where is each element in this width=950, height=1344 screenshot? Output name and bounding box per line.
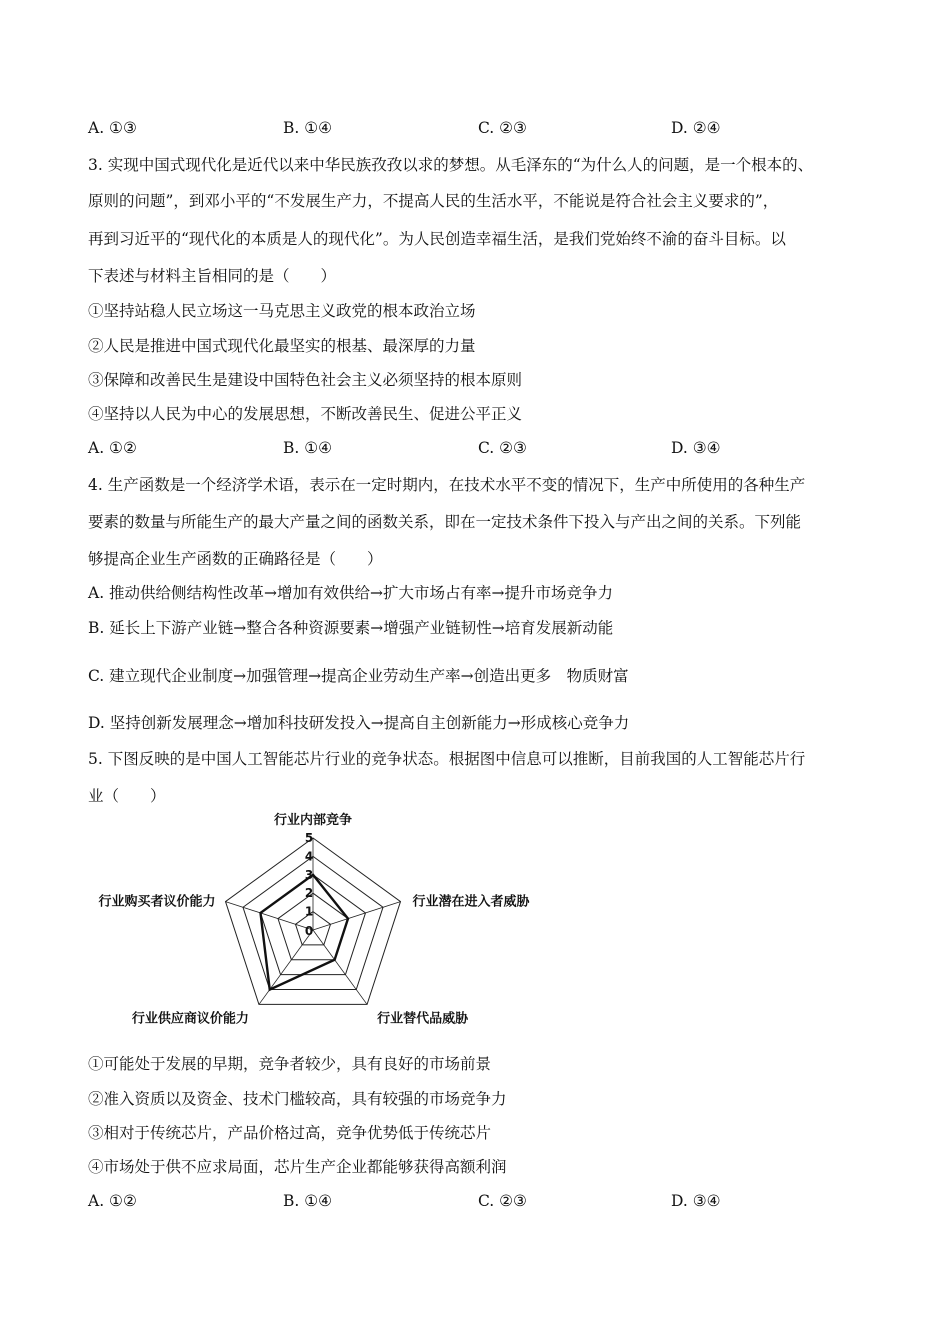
q4-stem-line: 够提高企业生产函数的正确路径是（ ） (88, 550, 383, 568)
radar-chart (88, 810, 568, 1038)
q3-options (88, 439, 888, 459)
q2-option-a[interactable]: A. ①③ (88, 119, 137, 137)
q5-options (88, 1192, 888, 1212)
radar-scale-label: 2 (304, 886, 314, 901)
radar-scale-label: 5 (304, 831, 314, 845)
q5-option-a[interactable]: A. ①② (88, 1192, 137, 1210)
q2-options (88, 119, 888, 139)
q5-option-d[interactable]: D. ③④ (671, 1192, 721, 1210)
q3-stem-line: 原则的问题”，到邓小平的“不发展生产力，不提高人民的生活水平，不能说是符合社会主义要求的”， (88, 192, 779, 210)
q2-option-d[interactable]: D. ②④ (671, 119, 721, 137)
q2-option-b[interactable]: B. ①④ (283, 119, 333, 137)
q5-option-c[interactable]: C. ②③ (478, 1192, 527, 1210)
q4-stem-line: 4. 生产函数是一个经济学术语，表示在一定时期内，在技术水平不变的情况下，生产中所使用的各种生产 (88, 476, 806, 494)
radar-axis-label: 行业潜在进入者威胁 (412, 894, 530, 910)
q4-stem-line: 要素的数量与所能生产的最大产量之间的函数关系，即在一定技术条件下投入与产出之间的关系。下列能 (88, 513, 802, 531)
q5-statement: ②准入资质以及资金、技术门槛较高，具有较强的市场竞争力 (88, 1090, 507, 1108)
radar-axis-label: 行业内部竞争 (273, 813, 353, 828)
q3-option-d[interactable]: D. ③④ (671, 439, 721, 457)
q5-statement: ①可能处于发展的早期，竞争者较少，具有良好的市场前景 (88, 1055, 492, 1073)
q3-option-a[interactable]: A. ①② (88, 439, 137, 457)
q3-statement: ③保障和改善民生是建设中国特色社会主义必须坚持的根本原则 (88, 371, 523, 389)
q4-option-b[interactable]: B. 延长上下游产业链→整合各种资源要素→增强产业链韧性→培育发展新动能 (88, 619, 614, 637)
q3-stem-line: 下表述与材料主旨相同的是（ ） (88, 267, 337, 285)
q3-option-b[interactable]: B. ①④ (283, 439, 333, 457)
q3-statement: ④坚持以人民为中心的发展思想，不断改善民生、促进公平正义 (88, 405, 523, 423)
radar-scale-label: 3 (304, 867, 314, 882)
q3-stem-line: 3. 实现中国式现代化是近代以来中华民族孜孜以求的梦想。从毛泽东的“为什么人的问题，是一个根本的、 (88, 156, 814, 174)
radar-axis-label: 行业替代品威胁 (377, 1011, 469, 1027)
q4-option-d[interactable]: D. 坚持创新发展理念→增加科技研发投入→提高自主创新能力→形成核心竞争力 (88, 714, 630, 732)
q3-statement: ②人民是推进中国式现代化最坚实的根基、最深厚的力量 (88, 337, 476, 355)
q5-option-b[interactable]: B. ①④ (283, 1192, 333, 1210)
q4-option-c[interactable]: C. 建立现代企业制度→加强管理→提高企业劳动生产率→创造出更多 物质财富 (88, 667, 629, 685)
q5-stem-line: 业（ ） (88, 787, 166, 805)
radar-axis-line (313, 902, 400, 930)
radar-scale-label: 4 (304, 849, 314, 864)
q3-option-c[interactable]: C. ②③ (478, 439, 527, 457)
radar-scale-label: 0 (304, 924, 314, 938)
q4-option-a[interactable]: A. 推动供给侧结构性改革→增加有效供给→扩大市场占有率→提升市场竞争力 (88, 584, 614, 602)
radar-scale-label: 1 (304, 904, 314, 919)
q5-statement: ③相对于传统芯片，产品价格过高，竞争优势低于传统芯片 (88, 1124, 492, 1142)
q2-option-c[interactable]: C. ②③ (478, 119, 527, 137)
q5-stem-line: 5. 下图反映的是中国人工智能芯片行业的竞争状态。根据图中信息可以推断，目前我国的人工智能芯片行 (88, 750, 806, 768)
radar-axis-label: 行业供应商议价能力 (131, 1011, 249, 1027)
q3-stem-line: 再到习近平的“现代化的本质是人的现代化”。为人民创造幸福生活，是我们党始终不渝的奋斗目标。以 (88, 230, 786, 248)
radar-axis-label: 行业购买者议价能力 (98, 894, 216, 910)
q3-statement: ①坚持站稳人民立场这一马克思主义政党的根本政治立场 (88, 302, 476, 320)
q5-statement: ④市场处于供不应求局面，芯片生产企业都能够获得高额利润 (88, 1158, 507, 1176)
